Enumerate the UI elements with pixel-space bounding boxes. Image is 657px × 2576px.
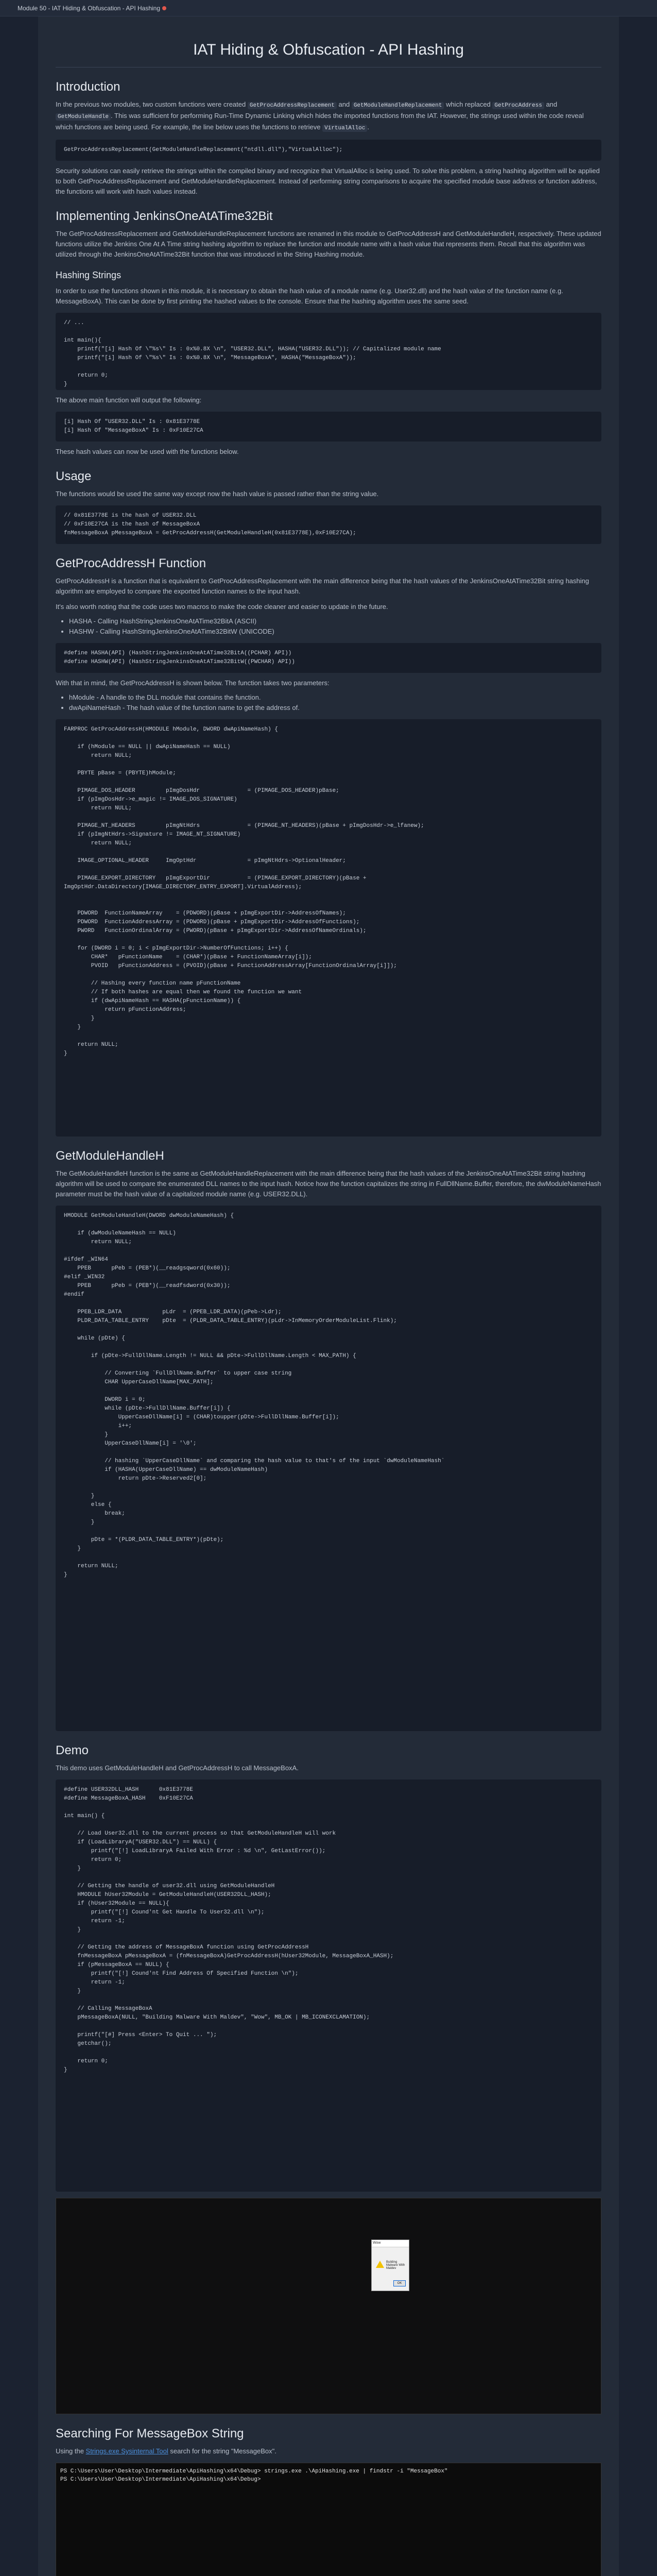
param-list: • hModule - A handle to the DLL module that contains the function. • dwApiNameHash - The hash value of the function name to get the address of. (69, 692, 601, 713)
dialog-title: Wow (372, 2240, 409, 2247)
terminal-line: PS C:\Users\User\Desktop\Intermediate\ApiHashing\x64\Debug> (60, 2477, 261, 2483)
notification-badge-icon (162, 6, 166, 10)
paragraph: In the previous two modules, two custom functions were created GetProcAddressReplacement and GetModuleHandleReplacement which replaced GetProcAddress and GetModuleHandle . This was sufficient for performing Run-Time Dynamic Linking which hides the imported functions from the IAT. However, the strings used within the code reveal which functions are being used. For example, the line below uses the functions to retrieve VirtualAlloc . (56, 100, 584, 131)
subsection-heading: Hashing Strings (56, 270, 122, 280)
code-block: #define HASHA(API) (HashStringJenkinsOneAtATime32BitA((PCHAR) API)) #define HASHW(API) (HashStringJenkinsOneAtATime32BitW((PWCHAR) API)) (56, 643, 601, 673)
paragraph: Security solutions can easily retrieve the strings within the compiled binary and recognize that VirtualAlloc is being used. To solve this problem, a string hashing algorithm will be applied to both GetProcAddressReplacement and GetModuleHandleReplacement. Instead of performing string comparisons to acquire the specified module base address or function address, the functions will work with hash values instead. (56, 167, 600, 195)
paragraph: This demo uses GetModuleHandleH and GetProcAddressH to call MessageBoxA. (56, 1764, 299, 1772)
message-box-dialog (371, 2240, 409, 2291)
demo-screenshot (56, 2198, 601, 2414)
warning-icon (376, 2261, 384, 2268)
code-block: // ... int main(){ printf("[i] Hash Of \"%s\" Is : 0x%0.8X \n", "USER32.DLL", HASHA("USER32.DLL")); // Capitalized module name printf("[i] Hash Of \"%s\" Is : 0x%0.8X \n", "MessageBoxA", HASHA("MessageBoxA")); return 0; } (56, 313, 601, 390)
section-heading: Usage (56, 469, 92, 483)
terminal-line: PS C:\Users\User\Desktop\Intermediate\ApiHashing\x64\Debug> strings.exe .\ApiHashing.exe | findstr -i "MessageBox" (60, 2468, 448, 2475)
paragraph: Using the Strings.exe Sysinternal Tool search for the string "MessageBox". (56, 2447, 276, 2455)
code-block: HMODULE GetModuleHandleH(DWORD dwModuleNameHash) { if (dwModuleNameHash == NULL) return NULL; #ifdef _WIN64 PPEB pPeb = (PEB*)(__readgsqword(0x60)); #elif _WIN32 PPEB pPeb = (PEB*)(__readfsdword(0x30)); #endif PPEB_LDR_DATA pLdr = (PPEB_LDR_DATA)(pPeb->Ldr); PLDR_DATA_TABLE_ENTRY pDte = (PLDR_DATA_TABLE_ENTRY)(pLdr->InMemoryOrderModuleList.Flink); while (pDte) { if (pDte->FullDllName.Length != NULL && pDte->FullDllName.Length < MAX_PATH) { // Converting `FullDllName.Buffer` to upper case string CHAR UpperCaseDllName[MAX_PATH]; DWORD i = 0; while (pDte->FullDllName.Buffer[i]) { UpperCaseDllName[i] = (CHAR)toupper(pDte->FullDllName.Buffer[i]); i++; } UpperCaseDllName[i] = '\0'; // hashing `UpperCaseDllName` and comparing the hash value to that's of the input `dwModuleNameHash` if (HASHA(UpperCaseDllName) == dwModuleNameHash) return pDte->Reserved2[0]; } else { break; } pDte = *(PLDR_DATA_TABLE_ENTRY*)(pDte); } return NULL; } (56, 1206, 601, 1731)
paragraph: These hash values can now be used with the functions below. (56, 448, 239, 455)
paragraph: The GetProcAddressReplacement and GetModuleHandleReplacement functions are renamed in this module to GetProcAddressH and GetModuleHandleH, respectively. These updated functions utilize the Jenkins One At A Time string hashing algorithm to replace the function and module name with a hash value that represents them. Recall that this algorithm was utilized through the JenkinsOneAtATime32Bit function that was introduced in the String Hashing module. (56, 230, 601, 258)
macro-list: • HASHA - Calling HashStringJenkinsOneAtATime32BitA (ASCII) • HASHW - Calling HashStringJenkinsOneAtATime32BitW (UNICODE) (69, 616, 601, 637)
section-heading: GetProcAddressH Function (56, 556, 206, 570)
title-bar (0, 0, 657, 16)
section-heading: Implementing JenkinsOneAtATime32Bit (56, 209, 273, 223)
paragraph: The GetModuleHandleH function is the same as GetModuleHandleReplacement with the main difference being that the hash values of the JenkinsOneAtATime32Bit string hashing algorithm will be used to compare the enumerated DLL names to the input hash. Notice how the function capitalizes the string in FullDllName.Buffer, therefore, the dwModuleNameHash parameter must be the hash value of a capitalized module name (e.g. USER32.DLL). (56, 1170, 601, 1198)
paragraph: In order to use the functions shown in this module, it is necessary to obtain the hash value of a module name (e.g. User32.dll) and the hash value of the function name (e.g. MessageBoxA). This can be done by first printing the hashed values to the console. Ensure that the hashing algorithm uses the same seed. (56, 287, 563, 305)
page-title: IAT Hiding & Obfuscation - API Hashing (193, 41, 464, 58)
section-heading: Introduction (56, 80, 120, 94)
code-block: [i] Hash Of "USER32.DLL" Is : 0x81E3778E [i] Hash Of "MessageBoxA" Is : 0xF10E27CA (56, 412, 601, 442)
ok-button[interactable]: OK (393, 2280, 406, 2286)
paragraph: The functions would be used the same way except now the hash value is passed rather than the string value. (56, 490, 379, 498)
paragraph: It's also worth noting that the code uses two macros to make the code cleaner and easier to update in the future. (56, 603, 388, 611)
code-block: // 0x81E3778E is the hash of USER32.DLL // 0xF10E27CA is the hash of MessageBoxA fnMessageBoxA pMessageBoxA = GetProcAddressH(GetModuleHandleH(0x81E3778E),0xF10E27CA); (56, 505, 601, 544)
section-heading: Demo (56, 1743, 89, 1757)
strings-tool-link[interactable]: Strings.exe Sysinternal Tool (85, 2447, 168, 2455)
content-page (38, 16, 619, 2576)
code-block: GetProcAddressReplacement(GetModuleHandleReplacement("ntdll.dll"),"VirtualAlloc"); (56, 140, 601, 161)
dialog-message: Building Malware With Maldev (386, 2261, 405, 2270)
paragraph: The above main function will output the following: (56, 396, 202, 404)
section-heading: GetModuleHandleH (56, 1149, 164, 1163)
code-block: #define USER32DLL_HASH 0x81E3778E #define MessageBoxA_HASH 0xF10E27CA int main() { // Load User32.dll to the current process so that GetModuleHandleH will work if (LoadLibraryA("USER32.DLL") == NULL) { printf("[!] LoadLibraryA Failed With Error : %d \n", GetLastError()); return 0; } // Getting the handle of user32.dll using GetModuleHandleH HMODULE hUser32Module = GetModuleHandleH(USER32DLL_HASH); if (hUser32Module == NULL){ printf("[!] Cound'nt Get Handle To User32.dll \n"); return -1; } // Getting the address of MessageBoxA function using GetProcAddressH fnMessageBoxA pMessageBoxA = (fnMessageBoxA)GetProcAddressH(hUser32Module, MessageBoxA_HASH); if (pMessageBoxA == NULL) { printf("[!] Cound'nt Find Address Of Specified Function \n"); return -1; } // Calling MessageBoxA pMessageBoxA(NULL, "Building Malware With Maldev", "Wow", MB_OK | MB_ICONEXCLAMATION); printf("[#] Press <Enter> To Quit ... "); getchar(); return 0; } (56, 1780, 601, 2192)
paragraph: GetProcAddressH is a function that is equivalent to GetProcAddressReplacement with the main difference being that the hash values of the JenkinsOneAtATime32Bit string hashing algorithm are employed to compare the exported function names to the input hash. (56, 577, 589, 595)
paragraph: With that in mind, the GetProcAddressH is shown below. The function takes two parameters: (56, 679, 330, 687)
window-title: Module 50 - IAT Hiding & Obfuscation - API Hashing (18, 4, 161, 12)
terminal-output (56, 2463, 601, 2576)
section-heading: Searching For MessageBox String (56, 2427, 244, 2441)
code-block: FARPROC GetProcAddressH(HMODULE hModule, DWORD dwApiNameHash) { if (hModule == NULL || dwApiNameHash == NULL) return NULL; PBYTE pBase = (PBYTE)hModule; PIMAGE_DOS_HEADER pImgDosHdr = (PIMAGE_DOS_HEADER)pBase; if (pImgDosHdr->e_magic != IMAGE_DOS_SIGNATURE) return NULL; PIMAGE_NT_HEADERS pImgNtHdrs = (PIMAGE_NT_HEADERS)(pBase + pImgDosHdr->e_lfanew); if (pImgNtHdrs->Signature != IMAGE_NT_SIGNATURE) return NULL; IMAGE_OPTIONAL_HEADER ImgOptHdr = pImgNtHdrs->OptionalHeader; PIMAGE_EXPORT_DIRECTORY pImgExportDir = (PIMAGE_EXPORT_DIRECTORY)(pBase + ImgOptHdr.DataDirectory[IMAGE_DIRECTORY_ENTRY_EXPORT].VirtualAddress); PDWORD FunctionNameArray = (PDWORD)(pBase + pImgExportDir->AddressOfNames); PDWORD FunctionAddressArray = (PDWORD)(pBase + pImgExportDir->AddressOfFunctions); PWORD FunctionOrdinalArray = (PWORD)(pBase + pImgExportDir->AddressOfNameOrdinals); for (DWORD i = 0; i < pImgExportDir->NumberOfFunctions; i++) { CHAR* pFunctionName = (CHAR*)(pBase + FunctionNameArray[i]); PVOID pFunctionAddress = (PVOID)(pBase + FunctionAddressArray[FunctionOrdinalArray[i]]); // Hashing every function name pFunctionName // If both hashes are equal then we found the function we want if (dwApiNameHash == HASHA(pFunctionName)) { return pFunctionAddress; } } return NULL; } (56, 719, 601, 1137)
